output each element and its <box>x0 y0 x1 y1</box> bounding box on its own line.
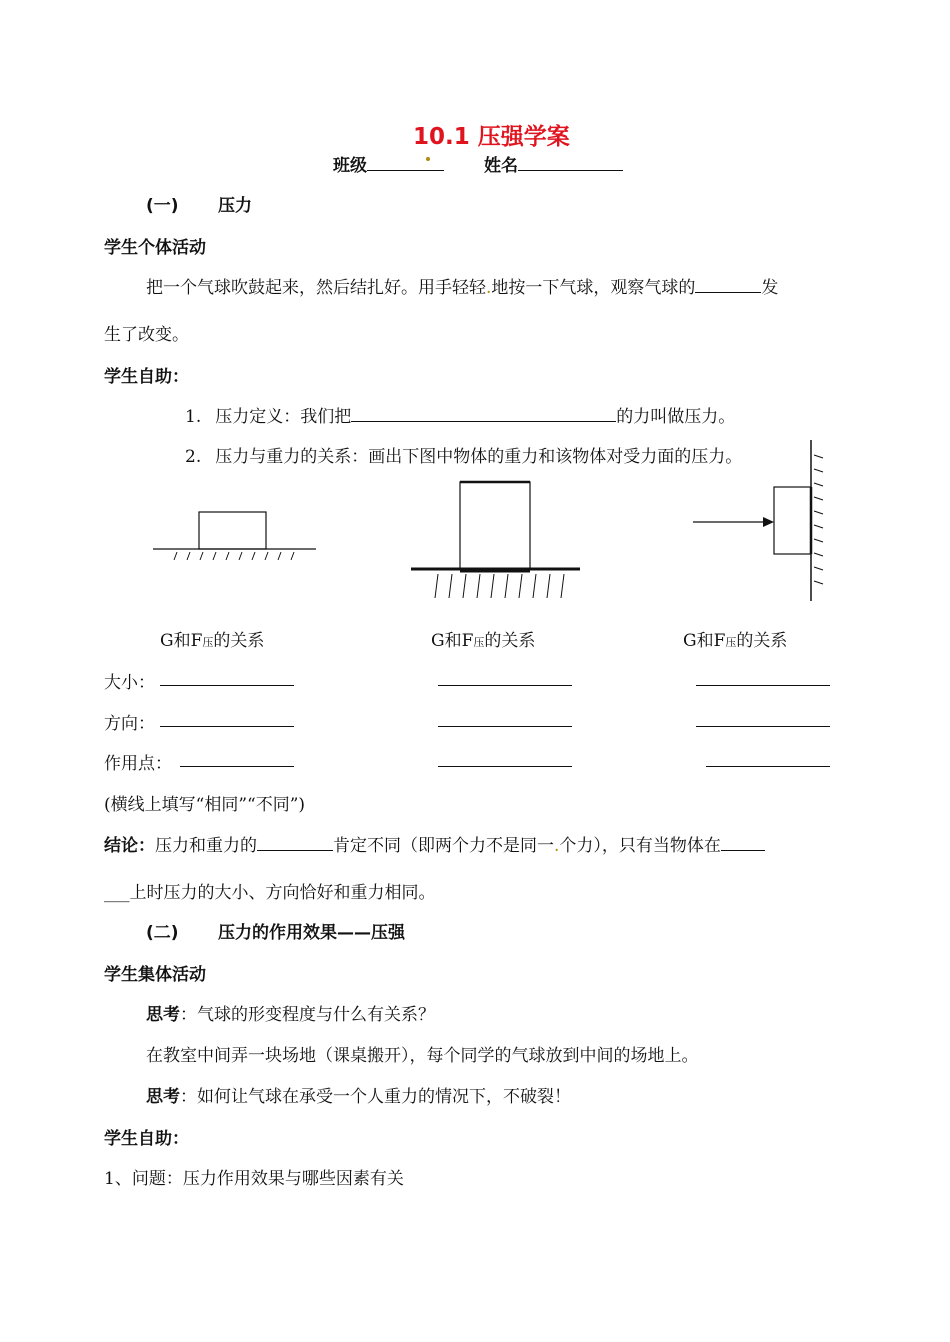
activity-1-heading: 学生个体活动 <box>104 238 206 258</box>
row-size-label: 大小： <box>104 673 155 693</box>
relation-label-1-rest: 的关系 <box>213 631 265 651</box>
item-2-text: 压力与重力的关系：画出下图中物体的重力和该物体对受力面的压力。 <box>215 447 743 467</box>
selfhelp-1-heading: 学生自助： <box>104 367 189 387</box>
activity-1-text-a: 把一个气球吹鼓起来，然后结扎好。用手轻轻 <box>146 278 486 298</box>
size-blank-2[interactable] <box>438 670 572 686</box>
figure-box-on-ground <box>150 505 320 565</box>
conclusion-text-b: 肯定不同（即两个力不是同一 <box>333 836 554 856</box>
relation-label-3-rest: 的关系 <box>736 631 788 651</box>
class-blank[interactable] <box>367 155 444 171</box>
direction-blank-3[interactable] <box>696 711 830 727</box>
relation-label-2-rest: 的关系 <box>484 631 536 651</box>
think-1-label: 思考 <box>146 1005 180 1025</box>
ground-hatching <box>174 552 294 560</box>
conclusion-blank-2[interactable] <box>721 835 765 851</box>
item-1-number: 1. <box>185 407 202 427</box>
item-1-text-a: 压力定义：我们把 <box>215 407 352 427</box>
direction-blank-1[interactable] <box>160 711 294 727</box>
box <box>199 512 266 549</box>
section-2-title: 压力的作用效果——压强 <box>218 923 405 943</box>
tall-box <box>460 482 530 569</box>
relation-label-3 <box>683 626 787 651</box>
section-1-number: (一) <box>146 196 179 216</box>
dot-mark <box>426 157 430 161</box>
relation-label-2-g: G和F <box>431 631 474 651</box>
fill-note: (横线上填写“相同”“不同”) <box>104 795 306 815</box>
page-title: 10.1 压强学案 <box>413 124 570 150</box>
relation-label-2 <box>431 626 535 651</box>
activity-1-text-c: 发 <box>761 278 779 298</box>
conclusion-line-1 <box>104 831 765 856</box>
think-1-text: ：气球的形变程度与什么有关系？ <box>180 1005 435 1025</box>
class-name-row <box>333 151 623 176</box>
relation-label-1-sub: 压 <box>202 636 214 649</box>
emphasis-dot: . <box>486 278 492 298</box>
row-direction-label: 方向： <box>104 714 155 734</box>
name-blank[interactable] <box>518 155 623 171</box>
think-1 <box>146 1000 435 1025</box>
deformation-blank[interactable] <box>695 277 761 293</box>
class-label: 班级 <box>333 156 367 176</box>
point-blank-3[interactable] <box>706 751 830 767</box>
activity-1-line2: 生了改变。 <box>104 325 189 345</box>
activity-2-heading: 学生集体活动 <box>104 965 206 985</box>
conclusion-text-a: 压力和重力的 <box>155 836 257 856</box>
question-item: 1、问题：压力作用效果与哪些因素有关 <box>104 1169 404 1189</box>
section-2-number: (二) <box>146 923 179 943</box>
conclusion-line-2: ___上时压力的大小、方向恰好和重力相同。 <box>104 883 436 903</box>
item-1-text-b: 的力叫做压力。 <box>616 407 736 427</box>
think-2-text: ：如何让气球在承受一个人重力的情况下，不破裂！ <box>180 1087 571 1107</box>
definition-blank[interactable] <box>351 406 616 422</box>
wall-box <box>774 487 811 554</box>
conclusion-blank-1[interactable] <box>257 835 333 851</box>
section-1-title: 压力 <box>218 196 252 216</box>
direction-blank-2[interactable] <box>438 711 572 727</box>
activity-1-text-b: 地按一下气球，观察气球的 <box>491 278 696 298</box>
name-label: 姓名 <box>484 156 518 176</box>
activity-2-line2: 在教室中间弄一块场地（课桌搬开），每个同学的气球放到中间的场地上。 <box>146 1046 699 1066</box>
point-blank-2[interactable] <box>438 751 572 767</box>
relation-label-2-sub: 压 <box>473 636 485 649</box>
relation-label-3-sub: 压 <box>725 636 737 649</box>
push-arrow-head <box>763 517 774 527</box>
selfhelp-2-heading: 学生自助： <box>104 1129 189 1149</box>
relation-label-1-g: G和F <box>160 631 203 651</box>
point-blank-1[interactable] <box>180 751 294 767</box>
activity-1-paragraph <box>146 273 778 298</box>
figure-box-on-wall <box>690 437 835 605</box>
think-2-label: 思考 <box>146 1087 180 1107</box>
size-blank-3[interactable] <box>696 670 830 686</box>
think-2 <box>146 1082 571 1107</box>
relation-item <box>185 442 742 467</box>
emphasis-dot-2: . <box>554 836 560 856</box>
relation-label-1 <box>160 626 264 651</box>
definition-item <box>185 402 735 427</box>
ground-hatching <box>435 574 564 598</box>
row-point-label: 作用点： <box>104 754 172 774</box>
conclusion-label: 结论： <box>104 836 155 856</box>
item-2-number: 2. <box>185 447 202 467</box>
wall-hatching <box>814 455 823 584</box>
conclusion-text-c: 个力），只有当物体在 <box>559 836 721 856</box>
size-blank-1[interactable] <box>160 670 294 686</box>
relation-label-3-g: G和F <box>683 631 726 651</box>
figure-tall-box <box>408 478 583 603</box>
